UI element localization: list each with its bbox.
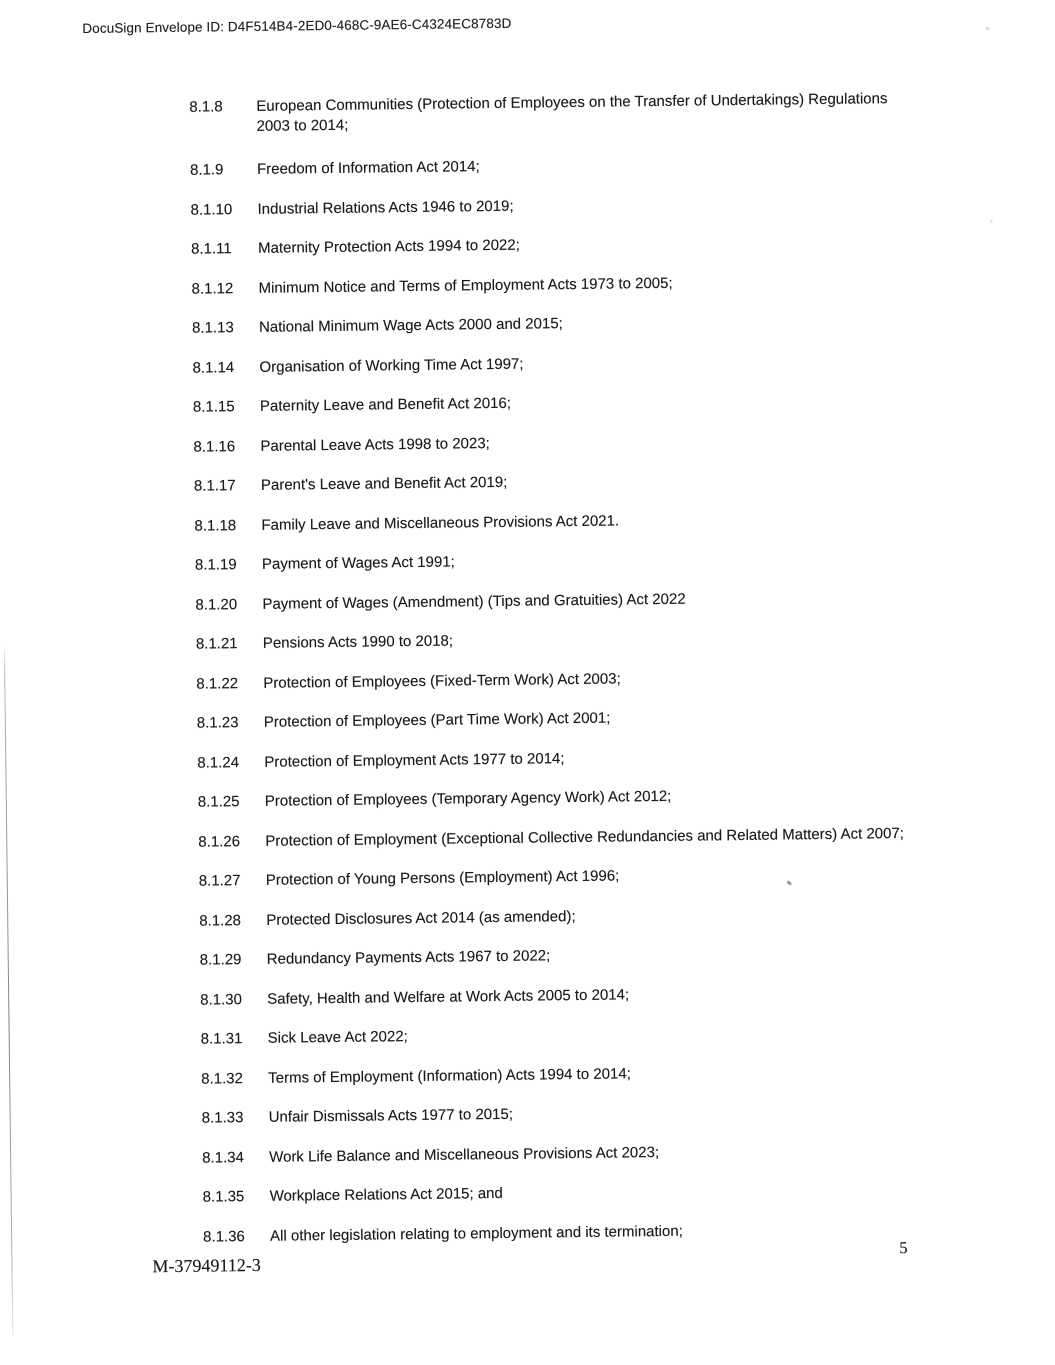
list-item [193, 428, 933, 457]
item-number: 8.1.9 [189, 161, 224, 179]
page-number: 5 [899, 1238, 908, 1258]
item-number: 8.1.23 [196, 714, 239, 732]
item-number: 8.1.11 [190, 240, 232, 258]
item-number: 8.1.35 [202, 1188, 245, 1206]
item-text: Parent's Leave and Benefit Act 2019; [260, 473, 508, 494]
list-item [199, 902, 939, 931]
item-text: Family Leave and Miscellaneous Provisions Act 2021. [261, 511, 620, 534]
item-number: 8.1.24 [197, 753, 240, 772]
list-item [198, 784, 938, 813]
list-item [190, 152, 930, 181]
list-item [199, 863, 939, 892]
item-text: Protection of Employees (Fixed-Term Work) Act 2003; [263, 669, 621, 692]
item-number: 8.1.32 [201, 1069, 244, 1088]
item-text: Workplace Relations Act 2015; and [269, 1184, 503, 1205]
item-text: Maternity Protection Acts 1994 to 2022; [257, 236, 520, 257]
item-number: 8.1.26 [198, 832, 241, 851]
list-item [194, 468, 934, 497]
list-item [195, 547, 935, 576]
item-text: Protection of Employment (Exceptional Collective Redundancies and Related Matters) Act 2007; [265, 824, 905, 850]
item-number: 8.1.33 [201, 1109, 244, 1127]
item-text: Protection of Young Persons (Employment) Act 1996; [265, 867, 620, 889]
item-text: Sick Leave Act 2022; [267, 1028, 408, 1047]
list-item [200, 981, 940, 1010]
list-item [202, 1100, 942, 1129]
list-item [203, 1218, 943, 1247]
item-text: Parental Leave Acts 1998 to 2023; [260, 434, 490, 455]
item-text: European Communities (Protection of Employees on the Transfer of Undertakings) Regulations 2003 to 2014; [256, 90, 888, 135]
list-item [202, 1139, 942, 1168]
scan-artifact-line [4, 645, 14, 1335]
list-item [196, 626, 936, 655]
item-text: Payment of Wages Act 1991; [261, 553, 455, 573]
item-number: 8.1.21 [195, 635, 238, 653]
list-item [198, 823, 938, 852]
item-number: 8.1.31 [200, 1030, 243, 1048]
item-text: Minimum Notice and Terms of Employment Acts 1973 to 2005; [258, 274, 673, 297]
item-number: 8.1.10 [190, 200, 233, 219]
list-item [196, 665, 936, 694]
list-item [200, 942, 940, 971]
list-item [190, 191, 930, 220]
docusign-envelope-id: DocuSign Envelope ID: D4F514B4-2ED0-468C-9AE6-C4324EC8783D [82, 15, 512, 36]
list-item [193, 389, 933, 418]
list-item [192, 349, 932, 378]
item-number: 8.1.17 [193, 477, 236, 495]
item-text: Paternity Leave and Benefit Act 2016; [259, 394, 512, 415]
legislation-list [189, 89, 943, 1267]
item-number: 8.1.13 [191, 319, 234, 337]
list-item [201, 1060, 941, 1089]
list-item [197, 705, 937, 734]
item-text: Protection of Employment Acts 1977 to 2014; [264, 749, 565, 771]
document-reference: M-37949112-3 [152, 1254, 261, 1277]
item-number: 8.1.36 [203, 1227, 245, 1246]
item-text: Unfair Dismissals Acts 1977 to 2015; [268, 1105, 514, 1126]
list-item [192, 310, 932, 339]
item-text: All other legislation relating to employment and its termination; [270, 1222, 683, 1245]
item-number: 8.1.12 [191, 279, 234, 298]
list-item [191, 270, 931, 299]
item-number: 8.1.14 [192, 358, 235, 377]
item-text: Protected Disclosures Act 2014 (as amended); [266, 907, 576, 929]
item-text: Work Life Balance and Miscellaneous Provisions Act 2023; [269, 1143, 660, 1166]
item-number: 8.1.34 [202, 1148, 244, 1167]
item-text: Terms of Employment (Information) Acts 1994 to 2014; [268, 1064, 631, 1087]
item-text: Payment of Wages (Amendment) (Tips and Gratuities) Act 2022 [262, 590, 686, 613]
item-text: National Minimum Wage Acts 2000 and 2015; [258, 315, 563, 336]
item-text: Industrial Relations Acts 1946 to 2019; [257, 197, 514, 218]
list-item [189, 89, 929, 138]
list-item [201, 1021, 941, 1050]
item-number: 8.1.19 [194, 556, 237, 574]
item-text: Organisation of Working Time Act 1997; [259, 355, 524, 376]
item-number: 8.1.20 [195, 595, 238, 614]
list-item [191, 231, 931, 260]
item-number: 8.1.27 [198, 872, 241, 890]
list-item [195, 586, 935, 615]
item-text: Pensions Acts 1990 to 2018; [262, 632, 454, 652]
item-text: Freedom of Information Act 2014; [256, 158, 480, 178]
item-number: 8.1.8 [189, 98, 223, 116]
item-number: 8.1.29 [199, 951, 242, 969]
item-number: 8.1.25 [197, 793, 240, 811]
scan-artifact-speck [985, 27, 989, 30]
item-number: 8.1.30 [200, 990, 243, 1009]
item-number: 8.1.28 [199, 911, 242, 930]
item-number: 8.1.16 [193, 437, 236, 456]
list-item [194, 507, 934, 536]
item-number: 8.1.15 [192, 398, 235, 416]
list-item [203, 1179, 943, 1208]
item-text: Safety, Health and Welfare at Work Acts 2005 to 2014; [267, 985, 630, 1008]
item-text: Protection of Employees (Temporary Agency Work) Act 2012; [264, 787, 672, 810]
item-number: 8.1.22 [196, 674, 239, 693]
item-text: Redundancy Payments Acts 1967 to 2022; [266, 947, 551, 968]
item-number: 8.1.18 [194, 516, 237, 535]
list-item [197, 744, 937, 773]
scan-artifact-speck [990, 220, 993, 223]
item-text: Protection of Employees (Part Time Work) Act 2001; [263, 709, 611, 731]
